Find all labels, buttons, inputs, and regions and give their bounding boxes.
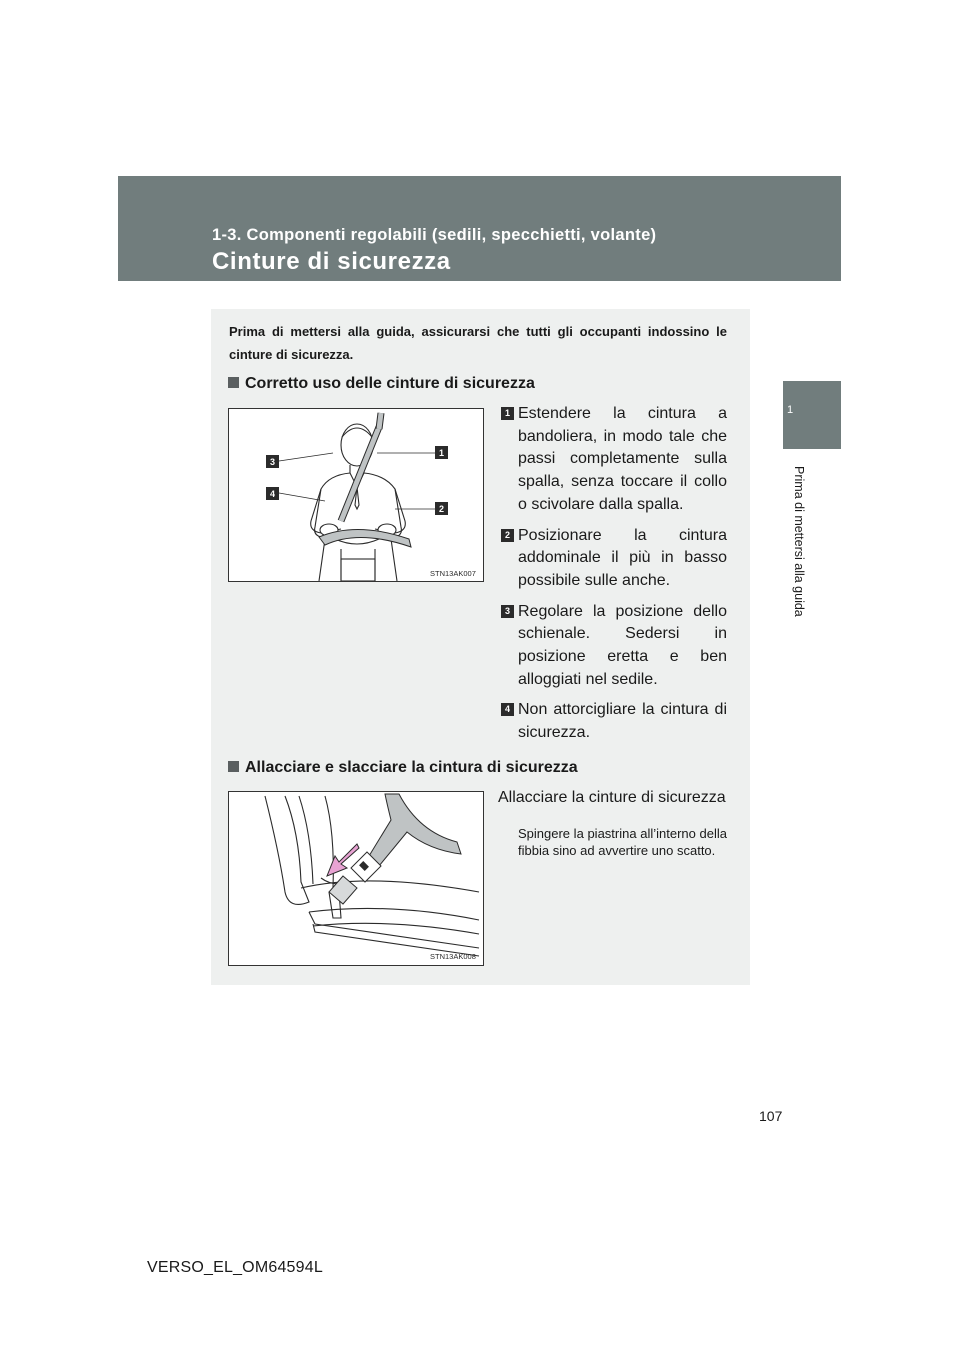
- intro-text: Prima di mettersi alla guida, assicurarsi che tutti gli occupanti indossino le cinture di sicurezza.: [229, 324, 727, 362]
- chapter-tab-label: Prima di mettersi alla guida: [792, 466, 806, 617]
- step-number-badge: 2: [501, 529, 514, 542]
- square-bullet-icon: [228, 377, 239, 388]
- step-text: Non attorcigliare la cintura di sicurezza.: [518, 701, 727, 742]
- figure-code: STN13AK008: [430, 952, 476, 961]
- step-number-badge: 1: [501, 407, 514, 420]
- callout-2: 2: [438, 504, 445, 514]
- buckle-title: Allacciare la cinture di sicurezza: [498, 789, 726, 806]
- section-heading: 1-3. Componenti regolabili (sedili, specchietti, volante): [212, 226, 657, 244]
- figure-code: STN13AK007: [430, 569, 476, 578]
- subheading-label: Allacciare e slacciare la cintura di sicurezza: [245, 759, 578, 776]
- square-bullet-icon: [228, 761, 239, 772]
- callout-4: 4: [269, 489, 276, 499]
- callout-3: 3: [269, 457, 276, 467]
- subheading-fasten: [228, 759, 578, 777]
- chapter-tab-number: 1: [787, 404, 794, 416]
- step-text: Estendere la cintura a bandoliera, in modo tale che passi completamente sulla spalla, senza toccare il collo o scivolare dalla spalla.: [518, 405, 727, 513]
- step-text: Posizionare la cintura addominale il più in basso possibile sulle anche.: [518, 526, 727, 589]
- step-item: [498, 525, 727, 593]
- step-number-badge: 4: [501, 703, 514, 716]
- subheading-correct-use: [228, 375, 535, 393]
- step-text: Regolare la posizione dello schienale. Sedersi in posizione eretta e ben alloggiati nel sedile.: [518, 602, 727, 688]
- subheading-label: Corretto uso delle cinture di sicurezza: [245, 375, 535, 392]
- step-item: [498, 601, 727, 692]
- buckle-instructions: [498, 786, 727, 859]
- step-number-badge: 3: [501, 605, 514, 618]
- step-item: [498, 699, 727, 744]
- page-number: 107: [759, 1108, 783, 1124]
- page-title: Cinture di sicurezza: [212, 248, 451, 275]
- buckle-illustration: [228, 791, 484, 966]
- step-item: [498, 403, 727, 517]
- steps-list: [498, 403, 727, 753]
- document-code: VERSO_EL_OM64594L: [147, 1259, 323, 1276]
- seatbelt-wearing-illustration: [228, 408, 484, 582]
- buckle-description: Spingere la piastrina all’interno della fibbia sino ad avvertire uno scatto.: [518, 826, 727, 858]
- callout-1: 1: [438, 448, 445, 458]
